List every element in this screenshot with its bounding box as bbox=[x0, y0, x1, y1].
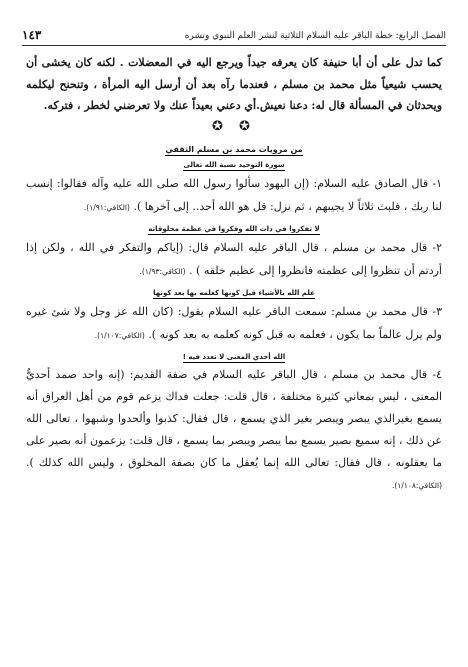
page-number: ١٤٣ bbox=[22, 28, 42, 42]
separator-ornament: ✪ ✪ bbox=[212, 118, 256, 134]
intro-paragraph: كما تدل على أن أبا حنيفة كان يعرفه جيداً ويرجع اليه في المعضلات . لكنه كان يخشى أن يحسب شيعياً مثل محمد بن مسلم ، فعندما رآه بعد أن أرسل اليه المرأة ، وتنحنح ليكلمه ويحدثان في المسألة قال له: دعنا نعيش.أي دعني بعيداً عنك ولا تعرضني لخطر ، فتركه. bbox=[26, 56, 442, 112]
narration-4-subtitle: الله أحدي المعنى لا تعدد فيه ! bbox=[182, 352, 286, 361]
chapter-title: الفصل الرابع: خطة الباقر عليه السلام الثلاثية لنشر العلم النبوي ونشره bbox=[184, 31, 446, 41]
narration-3-text: ٣- قال محمد بن مسلم: سمعت الباقر عليه السلام يقول: (كان الله عز وجل ولا شئ غيره ولم يزل عالماً بما يكون ، فعلمه به قبل كونه كعلمه به بعد كونه ). bbox=[26, 304, 442, 341]
narration-2-ref: (الكافي:١/٩٣). bbox=[139, 266, 186, 276]
narration-1 bbox=[26, 172, 442, 219]
narration-2-subtitle: لا تفكروا في ذات الله وفكروا في عظمة مخلوقاته bbox=[148, 224, 320, 233]
section-title bbox=[26, 143, 442, 156]
narration-1-subtitle: سورة التوحيد نسبة الله تعالى bbox=[183, 160, 285, 169]
narration-3-subtitle: علم الله بالأشياء قبل كونها كعلمه بها بعد كونها bbox=[153, 288, 315, 297]
section-title-text: من مرويات محمد بن مسلم الثقفي bbox=[165, 144, 303, 154]
running-header bbox=[22, 12, 446, 46]
narration-1-ref: (الكافي:١/٩١). bbox=[83, 202, 130, 212]
narration-3 bbox=[26, 300, 442, 347]
narration-3-ref: (الكافي:١/١٠٧). bbox=[94, 330, 145, 340]
page-body bbox=[26, 52, 442, 497]
narration-2-text: ٢- قال محمد بن مسلم ، قال الباقر عليه السلام قال: (إياكم والتفكر في الله ، ولكن إذا أردتم أن تنظروا إلى عظمته فانظروا إلى عظيم خلقه ) . bbox=[26, 240, 442, 277]
narration-4-ref: (الكافي:١/١٠٨). bbox=[391, 480, 442, 490]
narration-4 bbox=[26, 364, 442, 497]
narration-2 bbox=[26, 236, 442, 283]
narration-1-text: ١- قال الصادق عليه السلام: (إن اليهود سألوا رسول الله صلى الله عليه وآله فقالوا: إنسب لنا ربك ، فلبث ثلاثاً لا يجيبهم ، ثم نزل: قل هو الله أحد.. إلى آخرها ). bbox=[26, 176, 442, 213]
narration-4-text: ٤- قال محمد بن مسلم ، قال الباقر عليه السلام في صفة القديم: (إنه واحد صمد أحديُّ المعنى ، ليس بمعاني كثيرة مختلفة ، قال قلت: جعلت فداك يزعم قوم من أهل العراق أنه يسمع بغيرالذي يبصر ويبصر بغير الذي يسمع ، قال فقال: كذبوا وألحدوا وشبهوا ، تعالى الله عن ذلك ، إنه سميع بصير يسمع بما يبصر ويبصر بما يسمع ، قال قلت: يزعمون أنه بصير على ما يعقلونه ، قال فقال: تعالى الله إنما يُعقل ما كان بصفة المخلوق ، وليس الله كذلك ). bbox=[26, 367, 442, 469]
